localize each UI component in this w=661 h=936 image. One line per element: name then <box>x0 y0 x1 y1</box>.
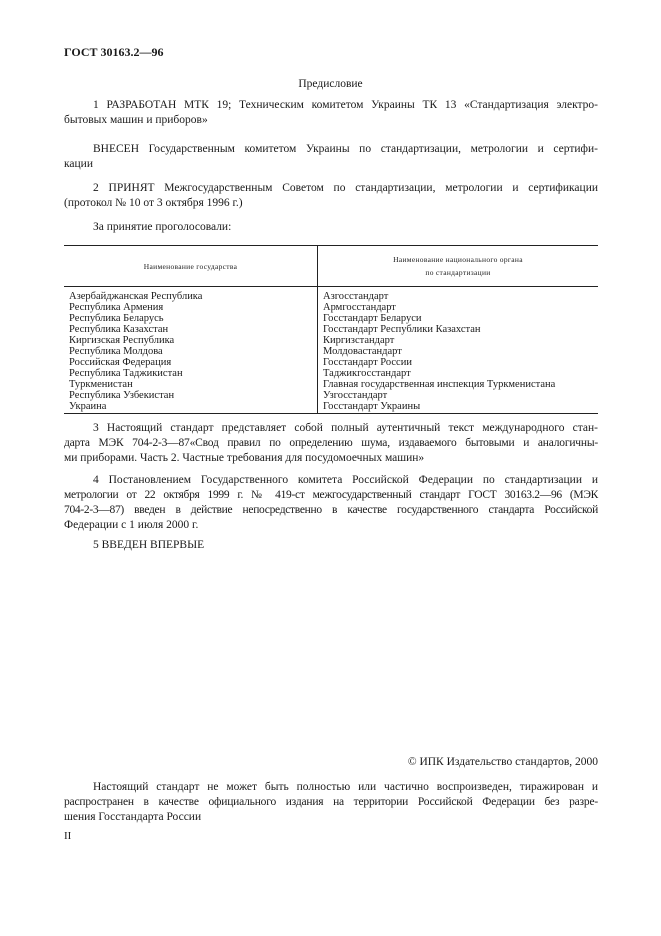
section-3-line-2: дарта МЭК 704-2-3—87«Свод правил по определению шума, издаваемого бытовыми и аналогичны- <box>64 437 598 449</box>
state-cell: Киргизская Республика <box>64 335 318 346</box>
body-cell: Узгосстандарт <box>323 390 388 401</box>
section-2-line-2: (протокол № 10 от 3 октября 1996 г.) <box>64 197 243 209</box>
column-header-body-line-1: Наименование национального органа <box>393 255 523 264</box>
voted-label: За принятие проголосовали: <box>93 221 232 233</box>
body-cell: Киргизстандарт <box>323 335 395 346</box>
section-4-line-2: метрологии от 22 октября 1999 г. № 419-ст межгосударственный стандарт ГОСТ 30163.2—96 (МЭК <box>64 489 598 501</box>
notice-line-3: шения Госстандарта России <box>64 811 202 823</box>
body-cell: Госстандарт Республики Казахстан <box>323 324 481 335</box>
table-row <box>64 390 598 401</box>
table-row <box>64 368 598 379</box>
notice-line-1: Настоящий стандарт не может быть полностью или частично воспроизведен, тиражирован и <box>93 781 598 793</box>
state-cell: Азербайджанская Республика <box>64 287 318 303</box>
section-5-text: 5 ВВЕДЕН ВПЕРВЫЕ <box>93 539 205 551</box>
section-1-line-1: 1 РАЗРАБОТАН МТК 19; Техническим комитетом Украины ТК 13 «Стандартизация электро- <box>93 99 598 111</box>
section-2-line-1: 2 ПРИНЯТ Межгосударственным Советом по стандартизации, метрологии и сертификации <box>93 182 598 194</box>
table-row <box>64 324 598 335</box>
body-cell: Главная государственная инспекция Туркменистана <box>323 379 556 390</box>
column-header-state: Наименование государства <box>64 246 318 287</box>
body-cell: Азгосстандарт <box>323 291 389 302</box>
section-4-line-4: Федерации с 1 июля 2000 г. <box>64 519 199 531</box>
page-title: Предисловие <box>298 78 363 90</box>
state-cell: Украина <box>64 401 318 414</box>
table-row <box>64 357 598 368</box>
section-1-developed <box>64 98 598 128</box>
body-cell: Госстандарт Беларуси <box>323 313 422 324</box>
notice-line-2: распространен в качестве официального издания на территории Российской Федерации без разре- <box>64 796 598 808</box>
body-cell: Госстандарт России <box>323 357 412 368</box>
state-cell: Туркменистан <box>64 379 318 390</box>
state-cell: Республика Армения <box>64 302 318 313</box>
state-cell: Республика Казахстан <box>64 324 318 335</box>
reproduction-notice <box>64 780 598 825</box>
column-header-body-line-2: по стандартизации <box>425 268 491 277</box>
section-3-line-3: ми приборами. Часть 2. Частные требования для посудомоечных машин» <box>64 452 425 464</box>
table-row <box>64 346 598 357</box>
body-cell: Таджикгосстандарт <box>323 368 411 379</box>
table-row <box>64 401 598 414</box>
page-number: II <box>64 830 72 842</box>
section-3-text <box>64 421 598 466</box>
table-header-row <box>64 246 598 287</box>
state-cell: Республика Беларусь <box>64 313 318 324</box>
section-1-line-2: бытовых машин и приборов» <box>64 114 208 126</box>
state-cell: Республика Таджикистан <box>64 368 318 379</box>
table-row <box>64 335 598 346</box>
submitted-line-2: кации <box>64 158 93 170</box>
section-2-adopted <box>64 181 598 211</box>
state-cell: Республика Узбекистан <box>64 390 318 401</box>
table-row <box>64 287 598 303</box>
column-header-body <box>318 246 599 287</box>
body-cell: Госстандарт Украины <box>318 401 599 414</box>
copyright-notice: © ИПК Издательство стандартов, 2000 <box>407 756 598 768</box>
section-4-line-1: 4 Постановлением Государственного комитета Российской Федерации по стандартизации и <box>93 474 598 486</box>
section-4-text <box>64 473 598 533</box>
section-submitted <box>64 142 598 172</box>
state-cell: Российская Федерация <box>64 357 318 368</box>
table-row <box>64 313 598 324</box>
section-4-line-3: 704-2-3—87) введен в действие непосредственно в качестве государственного стандарта Российской <box>64 504 598 516</box>
voting-states-table <box>64 245 598 414</box>
body-cell: Армгосстандарт <box>323 302 396 313</box>
section-3-line-1: 3 Настоящий стандарт представляет собой полный аутентичный текст международного стан- <box>93 422 598 434</box>
table-row <box>64 379 598 390</box>
body-cell: Молдовастандарт <box>323 346 402 357</box>
submitted-line-1: ВНЕСЕН Государственным комитетом Украины по стандартизации, метрологии и сертифи- <box>93 143 598 155</box>
state-cell: Республика Молдова <box>64 346 318 357</box>
document-id: ГОСТ 30163.2—96 <box>64 45 164 59</box>
table-row <box>64 302 598 313</box>
